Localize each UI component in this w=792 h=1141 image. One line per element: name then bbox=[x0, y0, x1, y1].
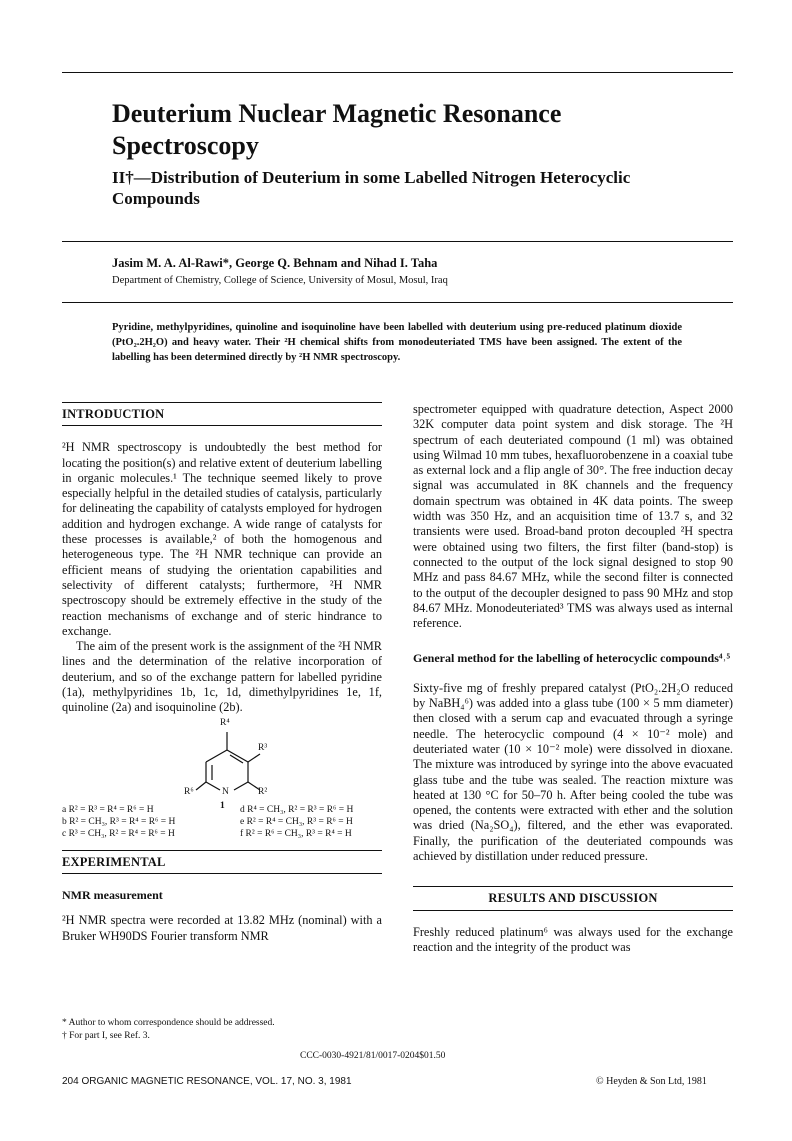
top-rule bbox=[62, 72, 733, 73]
nmr-measurement-heading: NMR measurement bbox=[62, 887, 163, 902]
structure-figure bbox=[62, 717, 382, 840]
right-column bbox=[413, 402, 733, 955]
footnote-1: * Author to whom correspondence should be addressed. bbox=[62, 1018, 275, 1028]
r2-label: R² bbox=[258, 786, 268, 797]
left-column bbox=[62, 402, 382, 944]
r3-label: R³ bbox=[258, 742, 268, 753]
affiliation: Department of Chemistry, College of Science, University of Mosul, Mosul, Iraq bbox=[112, 275, 448, 286]
introduction-heading: INTRODUCTION bbox=[62, 407, 165, 421]
general-method-heading: General method for the labelling of heterocyclic compounds⁴˒⁵ bbox=[413, 651, 731, 666]
footnote-2: † For part I, see Ref. 3. bbox=[62, 1031, 150, 1041]
paper-title: Deuterium Nuclear Magnetic Resonance Spectroscopy bbox=[112, 99, 562, 160]
r6-label: R⁶ bbox=[184, 786, 194, 797]
intro-paragraph-1: ²H NMR spectroscopy is undoubtedly the best method for locating the position(s) and relative extent of deuterium labelling in organic molecules.¹ The technique seemed likely to prove especially helpful in the detailed studies of catalysis, particularly for delineating the capability of catalysts employed for hydrogen addition and hydrogen exchange. A wide range of catalysts for these processes is available,² of both the homogenous and heterogeneous type. The ²H NMR technique can provide an efficient means of studying the orientation capabilities and selectivity of different catalysts; furthermore, ²H NMR spectroscopy should be extremely effective in the study of the reaction mechanisms of exchange and of steric hindrance to exchange. bbox=[62, 440, 382, 638]
results-heading: RESULTS AND DISCUSSION bbox=[488, 891, 658, 906]
n-label: N bbox=[222, 786, 229, 797]
substituent-f: f R² = R⁶ = CH₃, R³ = R⁴ = H bbox=[240, 828, 352, 839]
abstract: Pyridine, methylpyridines, quinoline and isoquinoline have been labelled with deuterium using pre-reduced platinum dioxide (PtO₂.2H₂O) and heavy water. Their ²H chemical shifts from monodeuteriated TMS have been assigned. The extent of the labelling has been determined directly by ²H NMR spectroscopy. bbox=[112, 322, 682, 363]
footer-copyright: © Heyden & Son Ltd, 1981 bbox=[596, 1076, 707, 1087]
authors: Jasim M. A. Al-Rawi*, George Q. Behnam and Nihad I. Taha bbox=[112, 256, 438, 270]
substituent-d: d R⁴ = CH₃, R² = R³ = R⁶ = H bbox=[240, 804, 354, 815]
substituent-e: e R² = R⁴ = CH₃, R³ = R⁶ = H bbox=[240, 816, 353, 827]
substituent-c: c R³ = CH₃, R² = R⁴ = R⁶ = H bbox=[62, 828, 175, 839]
substituent-b: b R² = CH₃, R³ = R⁴ = R⁶ = H bbox=[62, 816, 176, 827]
intro-paragraph-2: The aim of the present work is the assignment of the ²H NMR lines and the determination of the relative incorporation of deuterium, and so of the exchange pattern for labelled pyridine (1a), methylpyridines 1b, 1c, 1d, dimethylpyridines 1e, 1f, quinoline (2a) and isoquinoline (2b). bbox=[62, 639, 382, 715]
header-rule bbox=[62, 241, 733, 242]
right-paragraph-1: spectrometer equipped with quadrature detection, Aspect 2000 32K computer data point system and disk storage. The ²H spectrum of each deuteriated compound (1 ml) was obtained using Wilmad 10 mm tubes, hexafluorobenzene in a coaxial tube as external lock and a flip angle of 30°. The free induction decay signal was accumulated in 8K channels and the frequency domain spectrum was obtained in 4K data points. The sweep width was 350 Hz, and an acquisition time of 13.7 s, and 32 transients were used. Broad-band proton decoupled ²H spectra were obtained using two filters, the first filter (band-stop) is connected to the output of the lock signal designed to stop 90 MHz and pass 84.67 MHz, while the second filter is connected to the output of the decoupler designed to pass 90 MHz and stop 84.67 MHz. Monodeuteriated³ TMS was always used as internal reference. bbox=[413, 402, 733, 631]
substituent-a: a R² = R³ = R⁴ = R⁶ = H bbox=[62, 804, 154, 815]
r4-label: R⁴ bbox=[220, 717, 230, 728]
right-paragraph-3: Freshly reduced platinum⁶ was always used for the exchange reaction and the integrity of the product was bbox=[413, 924, 733, 954]
paper-subtitle: II†—Distribution of Deuterium in some Labelled Nitrogen Heterocyclic Compounds bbox=[112, 168, 631, 208]
article-code: CCC-0030-4921/81/0017-0204$01.50 bbox=[300, 1051, 446, 1061]
right-paragraph-2: Sixty-five mg of freshly prepared catalyst (PtO₂.2H₂O reduced by NaBH₄⁶) was added into a glass tube (100 × 5 mm diameter) then closed with a serum cap and evacuated through a syringe needle. The heterocyclic compound (4 × 10⁻² mole) and deuteriated water (10 × 10⁻² mole) were dissolved in dioxane. The mixture was introduced by syringe into the above evacuated glass tube and the tube was sealed. The reaction mixture was heated at 130 °C for 50–70 h. After being cooled the tube was opened, the contents were extracted with ether and the solution was dried (Na₂SO₄), filtered, and the ether was evaporated. Finally, the purification of the deuteriated compounds was achieved by distillation under reduced pressure. bbox=[413, 680, 733, 864]
experimental-heading: EXPERIMENTAL bbox=[62, 854, 166, 869]
compound-number: 1 bbox=[220, 800, 225, 811]
affiliation-rule bbox=[62, 302, 733, 303]
nmr-paragraph: ²H NMR spectra were recorded at 13.82 MHz (nominal) with a Bruker WH90DS Fourier transform NMR bbox=[62, 913, 382, 943]
footer-journal: 204 ORGANIC MAGNETIC RESONANCE, VOL. 17, NO. 3, 1981 bbox=[62, 1076, 352, 1087]
